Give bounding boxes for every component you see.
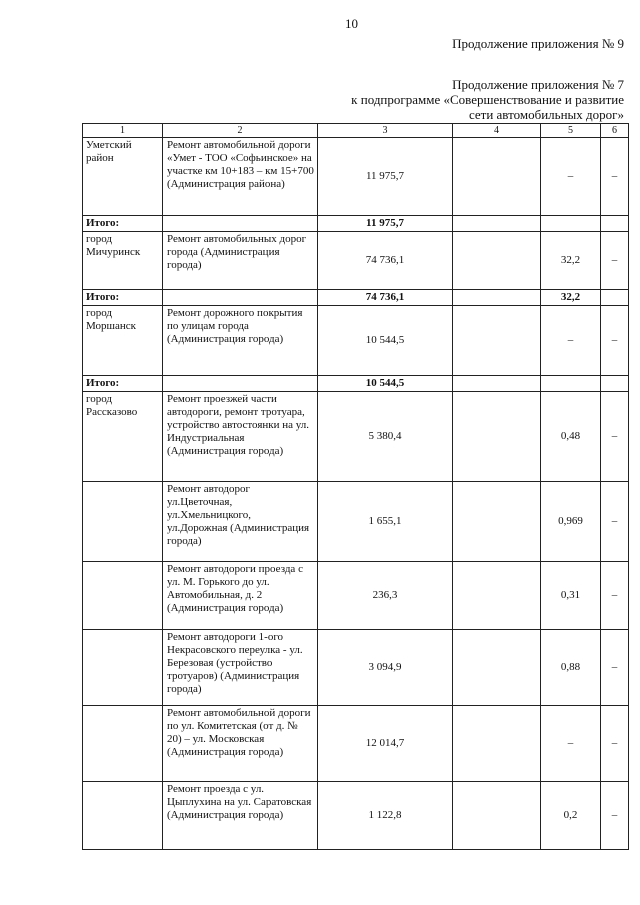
length-cell: – [541,138,601,216]
empty-cell [601,376,629,392]
length-cell: 0,2 [541,782,601,850]
amount-cell: 74 736,1 [318,232,453,290]
column-header: 2 [163,124,318,138]
empty-cell [163,290,318,306]
length-cell: – [541,706,601,782]
region-cell [83,782,163,850]
amount-cell: 12 014,7 [318,706,453,782]
length-cell: 0,31 [541,562,601,630]
total-row [83,216,629,232]
column-4-cell [453,482,541,562]
table-row [83,232,629,290]
length-cell: 32,2 [541,232,601,290]
table-row [83,562,629,630]
object-name-cell: Ремонт автодороги проезда с ул. М. Горького до ул. Автомобильная, д. 2 (Администрация города) [163,562,318,630]
appendix-9-continuation: Продолжение приложения № 9 [452,36,624,51]
total-length [541,216,601,232]
table-row [83,630,629,706]
column-6-cell: – [601,562,629,630]
table-row [83,306,629,376]
amount-cell: 3 094,9 [318,630,453,706]
empty-cell [163,376,318,392]
amount-cell: 11 975,7 [318,138,453,216]
object-name-cell: Ремонт автомобильной дороги «Умет - ТОО «Софьинское» на участке км 10+183 – км 15+700 (Администрация района) [163,138,318,216]
region-cell: Уметский район [83,138,163,216]
appendix-7-line: Продолжение приложения № 7 [452,77,624,92]
amount-cell: 5 380,4 [318,392,453,482]
total-amount: 10 544,5 [318,376,453,392]
column-4-cell [453,306,541,376]
object-name-cell: Ремонт автодорог ул.Цветочная, ул.Хмельницкого, ул.Дорожная (Администрация города) [163,482,318,562]
appendix-7-line: к подпрограмме «Совершенствование и развитие [351,92,624,107]
column-header: 1 [83,124,163,138]
empty-cell [453,216,541,232]
total-length [541,376,601,392]
table-row [83,782,629,850]
empty-cell [601,290,629,306]
length-cell: 0,969 [541,482,601,562]
empty-cell [453,376,541,392]
column-header: 3 [318,124,453,138]
column-4-cell [453,782,541,850]
region-cell [83,482,163,562]
object-name-cell: Ремонт автомобильных дорог города (Администрация города) [163,232,318,290]
object-name-cell: Ремонт автомобильной дороги по ул. Комитетская (от д. № 20) – ул. Московская (Администрация города) [163,706,318,782]
total-label: Итого: [83,290,163,306]
column-6-cell: – [601,232,629,290]
empty-cell [163,216,318,232]
roads-table [82,123,629,850]
appendix-7-continuation [351,77,624,122]
column-4-cell [453,138,541,216]
total-row [83,290,629,306]
column-6-cell: – [601,482,629,562]
column-4-cell [453,706,541,782]
object-name-cell: Ремонт дорожного покрытия по улицам города (Администрация города) [163,306,318,376]
table-row [83,706,629,782]
total-amount: 11 975,7 [318,216,453,232]
region-cell: город Моршанск [83,306,163,376]
amount-cell: 10 544,5 [318,306,453,376]
total-label: Итого: [83,376,163,392]
region-cell [83,562,163,630]
column-header: 5 [541,124,601,138]
amount-cell: 1 122,8 [318,782,453,850]
column-4-cell [453,630,541,706]
column-6-cell: – [601,392,629,482]
length-cell: 0,48 [541,392,601,482]
region-cell [83,706,163,782]
column-4-cell [453,392,541,482]
appendix-7-line: сети автомобильных дорог» [468,107,624,122]
header-row [83,124,629,138]
column-4-cell [453,562,541,630]
table-row [83,392,629,482]
length-cell: 0,88 [541,630,601,706]
table-row [83,482,629,562]
object-name-cell: Ремонт автодороги 1-ого Некрасовского переулка - ул. Березовая (устройство тротуаров) (Администрация города) [163,630,318,706]
column-6-cell: – [601,706,629,782]
table-body [83,138,629,850]
object-name-cell: Ремонт проезда с ул. Цыплухина на ул. Саратовская (Администрация города) [163,782,318,850]
amount-cell: 1 655,1 [318,482,453,562]
length-cell: – [541,306,601,376]
total-amount: 74 736,1 [318,290,453,306]
region-cell [83,630,163,706]
column-4-cell [453,232,541,290]
region-cell: город Мичуринск [83,232,163,290]
column-6-cell: – [601,630,629,706]
column-6-cell: – [601,138,629,216]
amount-cell: 236,3 [318,562,453,630]
total-length: 32,2 [541,290,601,306]
page-number: 10 [345,16,358,31]
table-row [83,138,629,216]
column-header: 4 [453,124,541,138]
column-6-cell: – [601,306,629,376]
total-row [83,376,629,392]
column-header: 6 [601,124,629,138]
empty-cell [601,216,629,232]
column-6-cell: – [601,782,629,850]
region-cell: город Рассказово [83,392,163,482]
empty-cell [453,290,541,306]
total-label: Итого: [83,216,163,232]
object-name-cell: Ремонт проезжей части автодороги, ремонт тротуара, устройство автостоянки на ул. Индустриальная (Администрация города) [163,392,318,482]
